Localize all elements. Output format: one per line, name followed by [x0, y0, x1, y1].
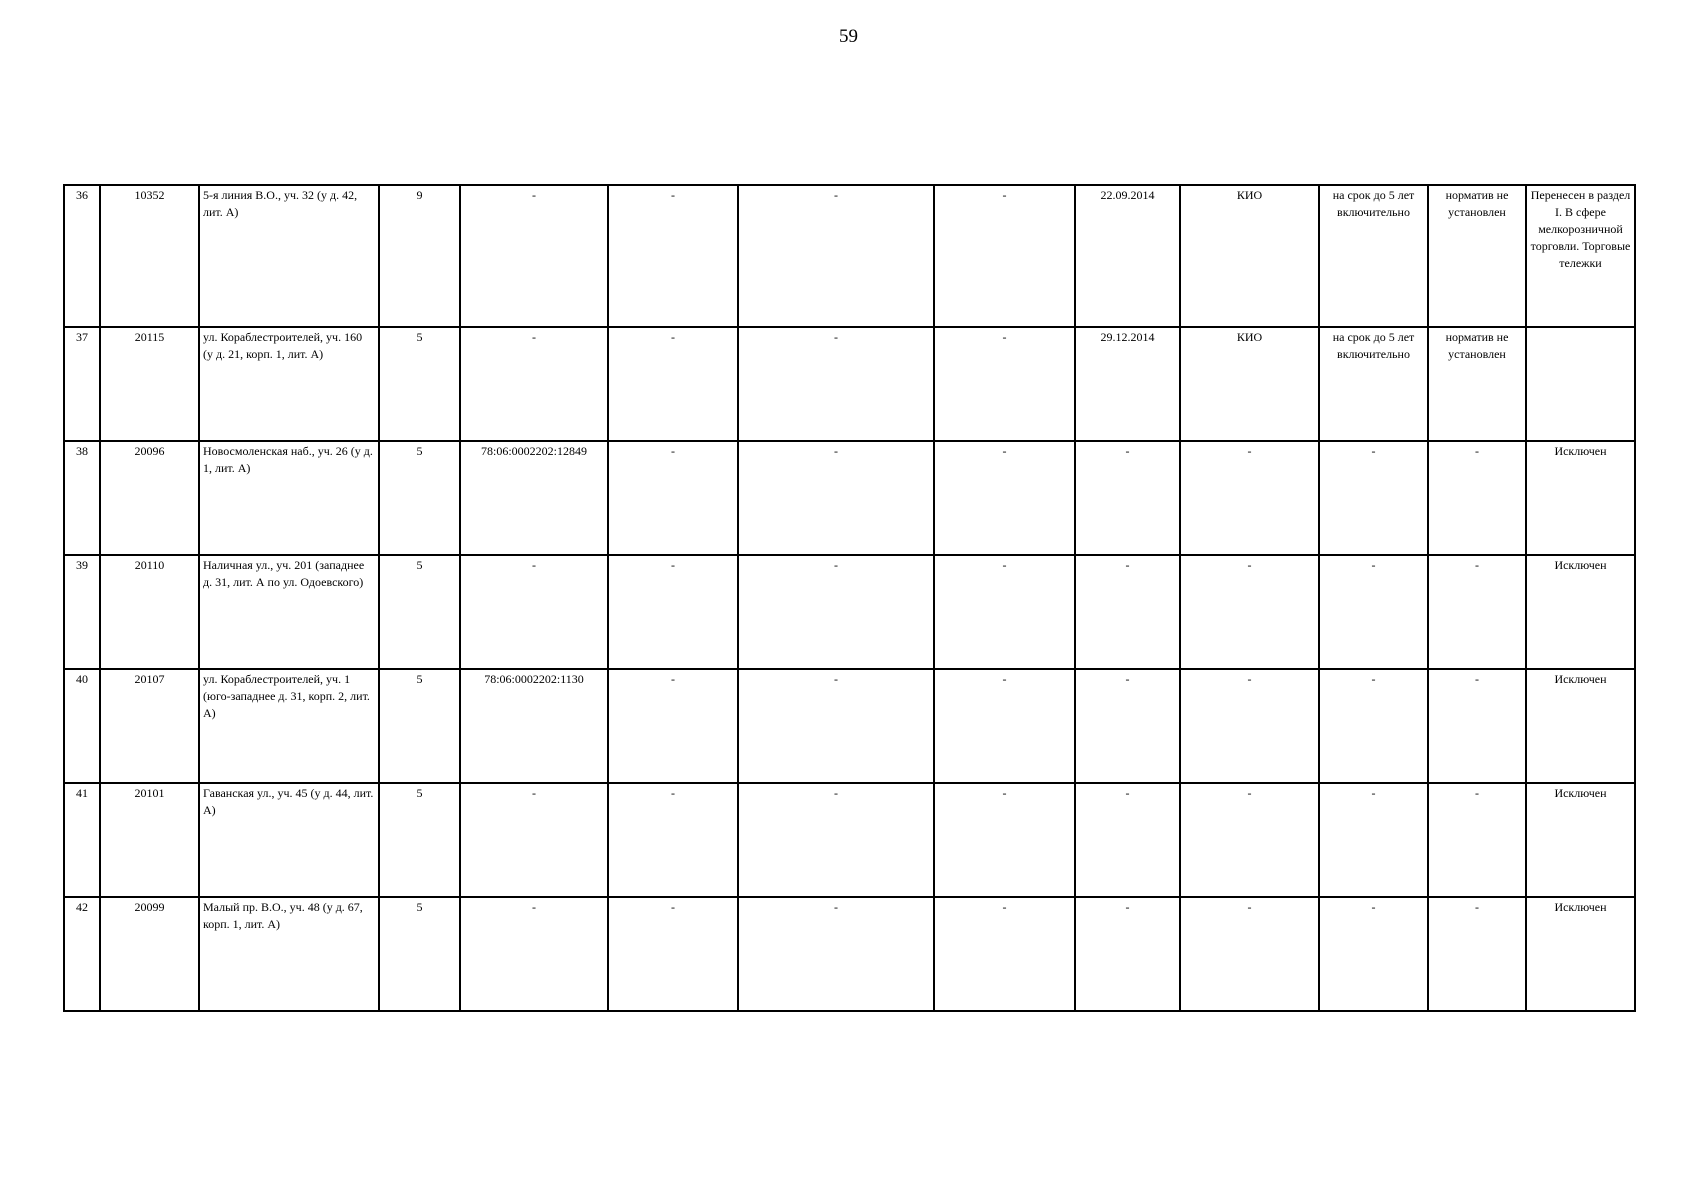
address-cell: ул. Кораблестроителей, уч. 1 (юго-западнее д. 31, корп. 2, лит. А)	[199, 669, 379, 783]
date-cell: 22.09.2014	[1075, 185, 1180, 327]
column-6-cell: -	[608, 897, 738, 1011]
column-8-cell: -	[934, 555, 1075, 669]
object-code-cell: 20115	[100, 327, 199, 441]
cadastral-number-cell: -	[460, 783, 608, 897]
date-cell: 29.12.2014	[1075, 327, 1180, 441]
term-cell: -	[1319, 783, 1428, 897]
column-7-cell: -	[738, 441, 934, 555]
cadastral-number-cell: -	[460, 185, 608, 327]
column-6-cell: -	[608, 555, 738, 669]
term-cell: -	[1319, 897, 1428, 1011]
norm-cell: -	[1428, 897, 1526, 1011]
column-4-cell: 5	[379, 327, 460, 441]
organization-cell: КИО	[1180, 185, 1319, 327]
column-7-cell: -	[738, 897, 934, 1011]
note-cell: Исключен	[1526, 555, 1635, 669]
column-7-cell: -	[738, 555, 934, 669]
organization-cell: КИО	[1180, 327, 1319, 441]
row-number-cell: 36	[64, 185, 100, 327]
column-6-cell: -	[608, 185, 738, 327]
address-cell: Гаванская ул., уч. 45 (у д. 44, лит. А)	[199, 783, 379, 897]
note-cell: Исключен	[1526, 783, 1635, 897]
table-row	[64, 783, 1635, 897]
column-6-cell: -	[608, 327, 738, 441]
row-number-cell: 37	[64, 327, 100, 441]
page-number: 59	[839, 26, 858, 47]
norm-cell: норматив не установлен	[1428, 327, 1526, 441]
date-cell: -	[1075, 555, 1180, 669]
row-number-cell: 38	[64, 441, 100, 555]
row-number-cell: 40	[64, 669, 100, 783]
note-cell: Исключен	[1526, 669, 1635, 783]
note-cell: Исключен	[1526, 897, 1635, 1011]
object-code-cell: 20110	[100, 555, 199, 669]
object-code-cell: 20096	[100, 441, 199, 555]
date-cell: -	[1075, 783, 1180, 897]
row-number-cell: 42	[64, 897, 100, 1011]
table-row	[64, 185, 1635, 327]
row-number-cell: 41	[64, 783, 100, 897]
norm-cell: норматив не установлен	[1428, 185, 1526, 327]
cadastral-number-cell: -	[460, 327, 608, 441]
column-8-cell: -	[934, 897, 1075, 1011]
column-7-cell: -	[738, 185, 934, 327]
term-cell: -	[1319, 555, 1428, 669]
address-cell: ул. Кораблестроителей, уч. 160 (у д. 21, корп. 1, лит. А)	[199, 327, 379, 441]
table-row	[64, 441, 1635, 555]
object-code-cell: 20101	[100, 783, 199, 897]
registry-table-body	[64, 185, 1635, 1011]
date-cell: -	[1075, 897, 1180, 1011]
column-4-cell: 5	[379, 555, 460, 669]
column-4-cell: 5	[379, 897, 460, 1011]
organization-cell: -	[1180, 669, 1319, 783]
cadastral-number-cell: -	[460, 555, 608, 669]
address-cell: 5-я линия В.О., уч. 32 (у д. 42, лит. А)	[199, 185, 379, 327]
column-8-cell: -	[934, 669, 1075, 783]
norm-cell: -	[1428, 441, 1526, 555]
cadastral-number-cell: -	[460, 897, 608, 1011]
table-row	[64, 669, 1635, 783]
column-4-cell: 5	[379, 441, 460, 555]
address-cell: Наличная ул., уч. 201 (западнее д. 31, лит. А по ул. Одоевского)	[199, 555, 379, 669]
organization-cell: -	[1180, 897, 1319, 1011]
norm-cell: -	[1428, 669, 1526, 783]
norm-cell: -	[1428, 555, 1526, 669]
column-7-cell: -	[738, 669, 934, 783]
address-cell: Новосмоленская наб., уч. 26 (у д. 1, лит. А)	[199, 441, 379, 555]
object-code-cell: 10352	[100, 185, 199, 327]
term-cell: -	[1319, 441, 1428, 555]
column-6-cell: -	[608, 783, 738, 897]
column-6-cell: -	[608, 669, 738, 783]
date-cell: -	[1075, 441, 1180, 555]
norm-cell: -	[1428, 783, 1526, 897]
column-8-cell: -	[934, 185, 1075, 327]
object-code-cell: 20099	[100, 897, 199, 1011]
term-cell: -	[1319, 669, 1428, 783]
column-4-cell: 5	[379, 783, 460, 897]
table-row	[64, 327, 1635, 441]
date-cell: -	[1075, 669, 1180, 783]
row-number-cell: 39	[64, 555, 100, 669]
column-8-cell: -	[934, 783, 1075, 897]
object-code-cell: 20107	[100, 669, 199, 783]
column-4-cell: 9	[379, 185, 460, 327]
table-row	[64, 555, 1635, 669]
registry-table	[63, 184, 1636, 1012]
column-6-cell: -	[608, 441, 738, 555]
address-cell: Малый пр. В.О., уч. 48 (у д. 67, корп. 1, лит. А)	[199, 897, 379, 1011]
organization-cell: -	[1180, 441, 1319, 555]
cadastral-number-cell: 78:06:0002202:12849	[460, 441, 608, 555]
column-8-cell: -	[934, 441, 1075, 555]
cadastral-number-cell: 78:06:0002202:1130	[460, 669, 608, 783]
column-8-cell: -	[934, 327, 1075, 441]
column-4-cell: 5	[379, 669, 460, 783]
term-cell: на срок до 5 лет включительно	[1319, 327, 1428, 441]
note-cell: Перенесен в раздел I. В сфере мелкорозничной торговли. Торговые тележки	[1526, 185, 1635, 327]
note-cell: Исключен	[1526, 441, 1635, 555]
table-row	[64, 897, 1635, 1011]
column-7-cell: -	[738, 327, 934, 441]
note-cell	[1526, 327, 1635, 441]
column-7-cell: -	[738, 783, 934, 897]
organization-cell: -	[1180, 555, 1319, 669]
organization-cell: -	[1180, 783, 1319, 897]
term-cell: на срок до 5 лет включительно	[1319, 185, 1428, 327]
